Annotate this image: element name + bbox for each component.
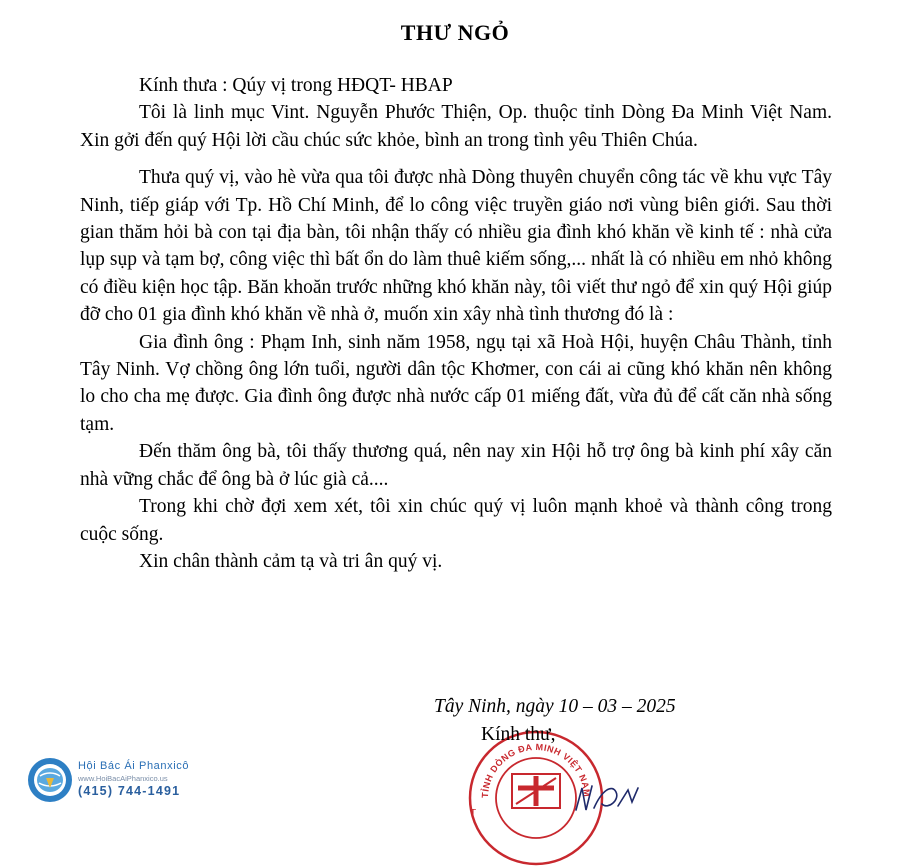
logo-url: www.HoiBacAiPhanxico.us bbox=[78, 774, 168, 783]
logo-name: Hội Bác Ái Phanxicô bbox=[78, 760, 190, 772]
logo bbox=[26, 754, 192, 804]
closing: Kính thư, bbox=[481, 724, 556, 745]
paragraph-wishes: Trong khi chờ đợi xem xét, tôi xin chúc quý vị luôn mạnh khoẻ và thành công trong cuộc sống. bbox=[80, 496, 832, 545]
globe-icon bbox=[26, 756, 74, 804]
svg-text:T: T bbox=[470, 808, 477, 819]
paragraph-thanks: Xin chân thành cảm tạ và tri ân quý vị. bbox=[139, 550, 443, 572]
salutation: Kính thưa : Qúy vị trong HĐQT- HBAP bbox=[139, 75, 453, 96]
logo-phone: (415) 744-1491 bbox=[78, 784, 181, 798]
letter-title: THƯ NGỎ bbox=[400, 20, 510, 45]
paragraph-family: Gia đình ông : Phạm Inh, sinh năm 1958, ngụ tại xã Hoà Hội, huyện Châu Thành, tỉnh Tây Ninh. Vợ chồng ông lớn tuổi, người dân tộc Khơmer, con cái ai cũng khó khăn nên không lo cho cha mẹ được. Gia đình ông được nhà nước cấp 01 miếng đất, vừa đủ để cất căn nhà sống tạm. bbox=[80, 331, 832, 435]
letter-body bbox=[80, 72, 832, 575]
signature bbox=[572, 780, 642, 814]
seal-text: TỈNH DÒNG ĐA MINH VIỆT NAM bbox=[479, 741, 593, 799]
date-line: Tây Ninh, ngày 10 – 03 – 2025 bbox=[434, 696, 676, 717]
paragraph-intro: Tôi là linh mục Vint. Nguyễn Phước Thiện, Op. thuộc tỉnh Dòng Đa Minh Việt Nam. Xin gởi đến quý Hội lời cầu chúc sức khỏe, bình an trong tình yêu Thiên Chúa. bbox=[80, 102, 832, 151]
paragraph-request: Đến thăm ông bà, tôi thấy thương quá, nên nay xin Hội hỗ trợ ông bà kinh phí xây căn nhà vững chắc để ông bà ở lúc già cả.... bbox=[80, 441, 832, 490]
paragraph-situation: Thưa quý vị, vào hè vừa qua tôi được nhà Dòng thuyên chuyển công tác về khu vực Tây Ninh, tiếp giáp với Tp. Hồ Chí Minh, để lo công việc truyền giáo nơi vùng biên giới. Sau thời gian thăm hỏi bà con tại địa bàn, tôi nhận thấy có nhiều gia đình khó khăn về kinh tế : nhà cửa lụp sụp và tạm bợ, công việc thì bất ổn do làm thuê kiếm sống,... nhất là có nhiều em nhỏ không có điều kiện học tập. Băn khoăn trước những khó khăn này, tôi viết thư ngỏ để xin quý Hội giúp đỡ cho 01 gia đình khó khăn về nhà ở, muốn xin xây nhà tình thương đó là : bbox=[80, 167, 832, 326]
